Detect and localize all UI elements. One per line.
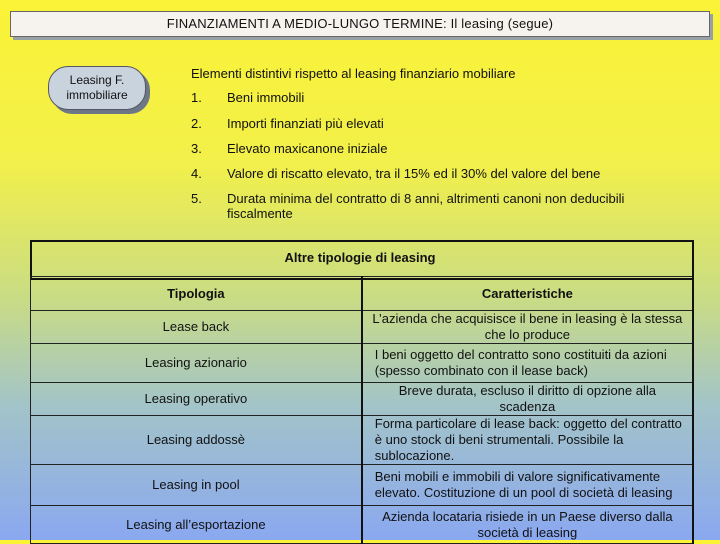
intro-text: Elementi distintivi rispetto al leasing finanziario mobiliare	[191, 66, 516, 81]
badge-line-1: Leasing F.	[69, 73, 125, 87]
table-cell-tipologia: Leasing in pool	[31, 465, 362, 506]
slide-title: FINANZIAMENTI A MEDIO-LUNGO TERMINE: Il leasing (segue)	[10, 11, 710, 37]
leasing-types-table	[30, 276, 694, 544]
table-row	[31, 416, 694, 465]
list-item-text: Beni immobili	[227, 90, 305, 105]
table-row	[31, 344, 694, 383]
list-item-number: 3.	[191, 141, 202, 156]
table-cell-caratteristiche: L’azienda che acquisisce il bene in leasing è la stessa che lo produce	[362, 311, 693, 344]
table-cell-tipologia: Leasing azionario	[31, 344, 362, 383]
list-item-number: 2.	[191, 116, 202, 131]
table-cell-tipologia: Leasing all’esportazione	[31, 506, 362, 544]
list-item	[191, 116, 671, 131]
table-cell-tipologia: Leasing addossè	[31, 416, 362, 465]
table-cell-caratteristiche: Azienda locataria risiede in un Paese diverso dalla società di leasing	[362, 506, 693, 544]
table-header-row	[31, 277, 694, 311]
list-item-number: 5.	[191, 191, 202, 206]
list-item	[191, 90, 671, 105]
list-item-text: Durata minima del contratto di 8 anni, altrimenti canoni non deducibili fiscalmente	[227, 191, 625, 221]
list-item-text: Valore di riscatto elevato, tra il 15% ed il 30% del valore del bene	[227, 166, 601, 181]
list-item-text: Importi finanziati più elevati	[227, 116, 384, 131]
table-cell-caratteristiche: Breve durata, escluso il diritto di opzione alla scadenza	[362, 383, 693, 416]
column-header-tipologia: Tipologia	[31, 277, 362, 311]
table-row	[31, 311, 694, 344]
table-row	[31, 506, 694, 544]
distinctive-elements-list	[191, 90, 671, 221]
list-item	[191, 191, 671, 221]
section-title: Altre tipologie di leasing	[284, 250, 436, 265]
column-header-caratteristiche: Caratteristiche	[362, 277, 693, 311]
table-cell-caratteristiche: I beni oggetto del contratto sono costituiti da azioni (spesso combinato con il lease back)	[362, 344, 693, 383]
list-item-number: 4.	[191, 166, 202, 181]
list-item	[191, 166, 671, 181]
table-cell-tipologia: Leasing operativo	[31, 383, 362, 416]
table-row	[31, 383, 694, 416]
badge-line-2: immobiliare	[66, 88, 128, 102]
list-item-number: 1.	[191, 90, 202, 105]
list-item-text: Elevato maxicanone iniziale	[227, 141, 388, 156]
table-cell-tipologia: Lease back	[31, 311, 362, 344]
leasing-immobiliare-badge	[48, 66, 146, 110]
table-cell-caratteristiche: Beni mobili e immobili di valore significativamente elevato. Costituzione di un pool di società di leasing	[362, 465, 693, 506]
table-row	[31, 465, 694, 506]
list-item	[191, 141, 671, 156]
table-cell-caratteristiche: Forma particolare di lease back: oggetto del contratto è uno stock di beni strumentali. Possibile la sublocazione.	[362, 416, 693, 465]
